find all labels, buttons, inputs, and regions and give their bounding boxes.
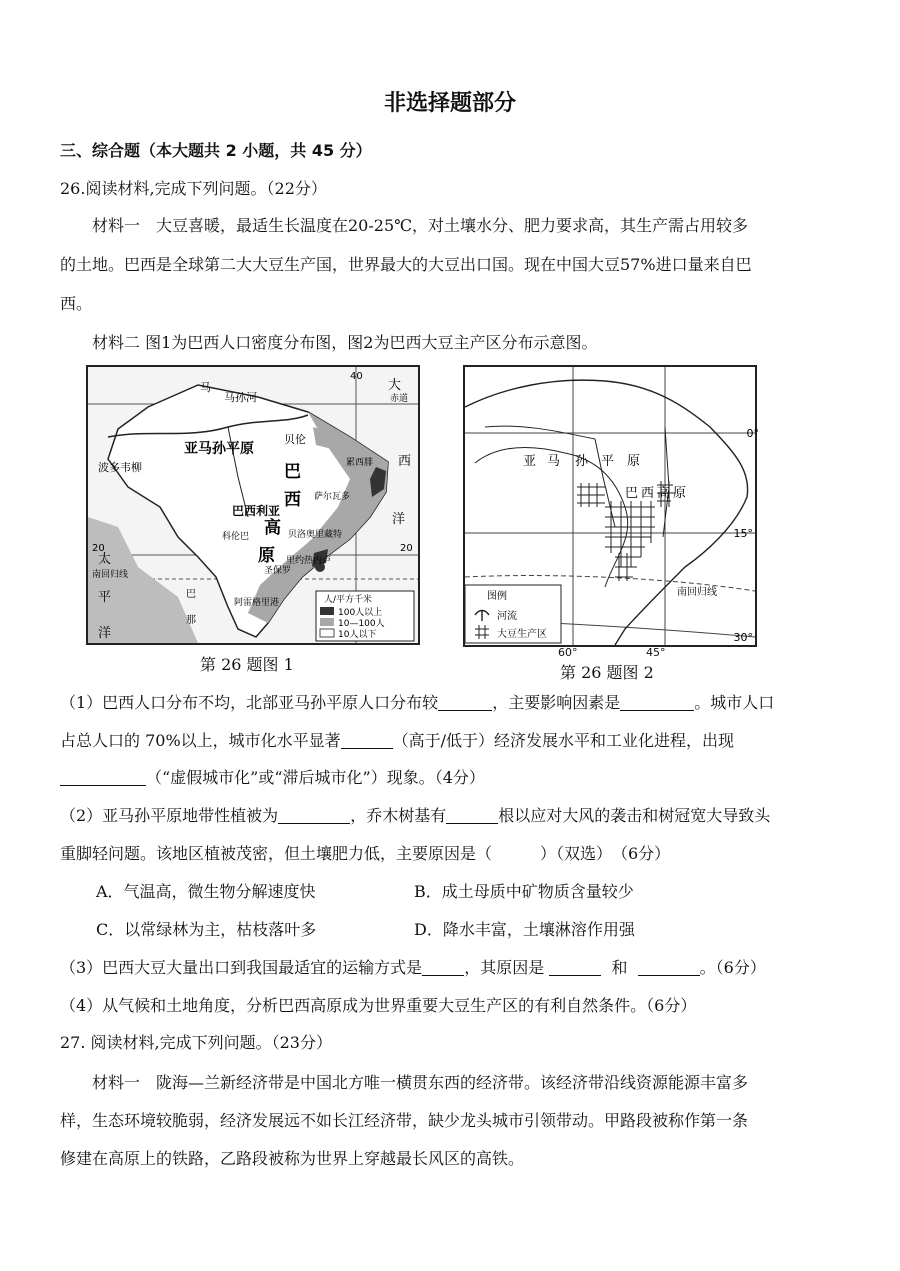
belem-label: 贝伦 <box>284 433 306 446</box>
fig2-sun-label: 孙 <box>575 454 589 469</box>
q26-part1-text-f: （“虚假城市化”或“滞后城市化”）现象。（4分） <box>146 768 485 787</box>
atlantic-2-label: 西 <box>398 454 412 469</box>
brazil-v4-label: 原 <box>258 546 275 566</box>
legend1-item-mid: 10—100人 <box>338 619 385 629</box>
answer-blank[interactable] <box>446 807 498 824</box>
figure-1-population-map <box>86 365 420 645</box>
legend1-title: 人/平方千米 <box>324 595 373 605</box>
recife-label: 累西腓 <box>346 458 374 468</box>
fig2-lat0-label: 0° <box>746 427 759 440</box>
q26-part1-text-b: ，主要影响因素是 <box>492 693 621 712</box>
brazil-v1-label: 巴 <box>284 462 301 482</box>
q26-part3-text-c: 和 <box>611 958 628 977</box>
cuiaba-label: 科伦巴 <box>222 532 250 542</box>
fig2-ping-label: 平 <box>601 454 615 469</box>
legend2-river: 河流 <box>497 611 517 622</box>
q26-material1-line3: 西。 <box>60 294 93 313</box>
q27-material1-line3: 修建在高原上的铁路，乙路段被称为世界上穿越最长风区的高铁。 <box>60 1149 525 1168</box>
q27-material1-line2: 样，生态环境较脆弱，经济发展远不如长江经济带，缺少龙头城市引领带动。甲路段被称作第一条 <box>60 1111 749 1130</box>
legend1-item-high: 100人以上 <box>338 608 383 618</box>
q26-part2-text-a: （2）亚马孙平原地带性植被为 <box>60 806 279 825</box>
legend2-title: 图例 <box>487 591 507 602</box>
q26-material2: 材料二 图1为巴西人口密度分布图，图2为巴西大豆主产区分布示意图。 <box>92 333 598 352</box>
answer-blank[interactable] <box>620 694 694 711</box>
river-label: 马孙河 <box>224 391 257 404</box>
q26-part3-text-a: （3）巴西大豆大量出口到我国最适宜的运输方式是 <box>60 958 423 977</box>
fig2-lon60-label: 60° <box>558 646 578 659</box>
q26-part1-text-a: （1）巴西人口分布不均，北部亚马孙平原人口分布较 <box>60 693 439 712</box>
q26-part3-line <box>60 957 766 979</box>
figure-1-caption: 第 26 题图 1 <box>200 655 294 674</box>
answer-blank[interactable] <box>438 694 492 711</box>
equator-label: 赤道 <box>390 394 409 404</box>
q26-part1-text-c: 。城市人口 <box>694 693 775 712</box>
atlantic-1-label: 大 <box>388 378 402 393</box>
q27-header: 27. 阅读材料,完成下列问题。（23分） <box>60 1033 332 1052</box>
amazon-label: 亚马孙平原 <box>184 441 254 457</box>
pacific-1-label: 太 <box>98 552 112 567</box>
pacific-3-label: 洋 <box>98 626 112 641</box>
fig2-lon45-label: 45° <box>646 646 666 659</box>
q26-part1-line3 <box>60 767 485 789</box>
lat20-left-label: 20 <box>92 543 105 554</box>
q26-header: 26.阅读材料,完成下列问题。（22分） <box>60 179 327 198</box>
q26-part3-text-b: ，其原因是 <box>464 958 545 977</box>
fig2-lat30-label: 30° <box>733 631 753 644</box>
brasilia-label: 巴西利亚 <box>232 504 281 518</box>
q26-part1-text-d: 占总人口的 70%以上，城市化水平显著 <box>60 731 341 750</box>
answer-blank[interactable] <box>422 959 464 976</box>
fig2-yuan2-label: 原 <box>673 486 687 501</box>
answer-blank[interactable] <box>60 769 146 786</box>
answer-blank[interactable] <box>638 959 700 976</box>
fig2-ba-label: 巴 <box>625 486 639 501</box>
brazil-v2-label: 西 <box>284 490 301 510</box>
option-d[interactable]: D．降水丰富，土壤淋溶作用强 <box>414 920 635 939</box>
fig2-xi-label: 西 <box>641 486 655 501</box>
legend1-item-low: 10人以下 <box>338 630 377 640</box>
salvador-label: 萨尔瓦多 <box>314 492 351 502</box>
pacific-2-label: 平 <box>98 590 112 605</box>
porto-alegre-label: 阿雷格里港 <box>234 598 280 608</box>
page-title: 非选择题部分 <box>383 91 516 116</box>
rio-label: 里约热内卢 <box>286 556 332 566</box>
q26-material1-line2: 的土地。巴西是全球第二大大豆生产国，世界最大的大豆出口国。现在中国大豆57%进口量来自巴 <box>60 255 752 274</box>
fig2-lat15-label: 15° <box>733 527 753 540</box>
figure-2-caption: 第 26 题图 2 <box>560 663 654 682</box>
answer-blank[interactable] <box>549 959 601 976</box>
fig2-tropic-label: 南回归线 <box>677 587 717 598</box>
river-c-label: 那 <box>186 615 196 626</box>
option-b[interactable]: B．成土母质中矿物质含量较少 <box>414 882 634 901</box>
fig2-ya-label: 亚 <box>523 454 537 469</box>
figure-2-soybean-map <box>463 365 757 647</box>
fig2-yuan1-label: 原 <box>627 454 641 469</box>
atlantic-3-label: 洋 <box>392 512 406 527</box>
q26-part1-line2 <box>60 730 734 752</box>
fig2-gao-label: 高 <box>657 486 671 501</box>
sp-label: 圣保罗 <box>264 566 292 576</box>
boa-vista-label: 波多韦柳 <box>98 461 142 474</box>
answer-blank[interactable] <box>278 807 350 824</box>
brazil-v3-label: 高 <box>264 518 281 538</box>
q26-part2-text-c: 根以应对大风的袭击和树冠宽大导致头 <box>498 806 771 825</box>
section-heading: 三、综合题（本大题共 2 小题，共 45 分） <box>60 141 372 160</box>
bh-label: 贝洛奥里藏特 <box>288 530 343 540</box>
manaus-label: 马 <box>200 381 211 394</box>
legend2-soybean: 大豆生产区 <box>497 629 547 640</box>
fig2-ma-label: 马 <box>547 454 561 469</box>
q26-part2-line1 <box>60 805 770 827</box>
q26-part2-line2: 重脚轻问题。该地区植被茂密，但土壤肥力低，主要原因是（ ）（双选） （6分） <box>60 844 671 863</box>
tropic-label: 南回归线 <box>92 570 129 580</box>
option-a[interactable]: A．气温高，微生物分解速度快 <box>96 882 316 901</box>
answer-blank[interactable] <box>341 732 393 749</box>
q26-part3-text-d: 。（6分） <box>699 958 766 977</box>
river-b-label: 巴 <box>186 589 196 600</box>
population-density-map <box>88 367 418 643</box>
lat20-right-label: 20 <box>400 543 413 554</box>
option-c[interactable]: C．以常绿林为主，枯枝落叶多 <box>96 920 317 939</box>
q26-material1-line1: 材料一 大豆喜暖，最适生长温度在20-25℃，对土壤水分、肥力要求高，其生产需占用较多 <box>92 216 749 235</box>
q26-part1-text-e: （高于/低于）经济发展水平和工业化进程，出现 <box>392 731 735 750</box>
soybean-region-map <box>465 367 759 645</box>
lon40-label: 40 <box>350 371 363 382</box>
q26-part1-line1 <box>60 692 774 714</box>
q27-material1-line1: 材料一 陇海—兰新经济带是中国北方唯一横贯东西的经济带。该经济带沿线资源能源丰富多 <box>92 1073 749 1092</box>
q26-part2-text-b: ，乔木树基有 <box>350 806 447 825</box>
q26-part4-line: （4）从气候和土地角度，分析巴西高原成为世界重要大豆生产区的有利自然条件。（6分） <box>60 996 697 1015</box>
